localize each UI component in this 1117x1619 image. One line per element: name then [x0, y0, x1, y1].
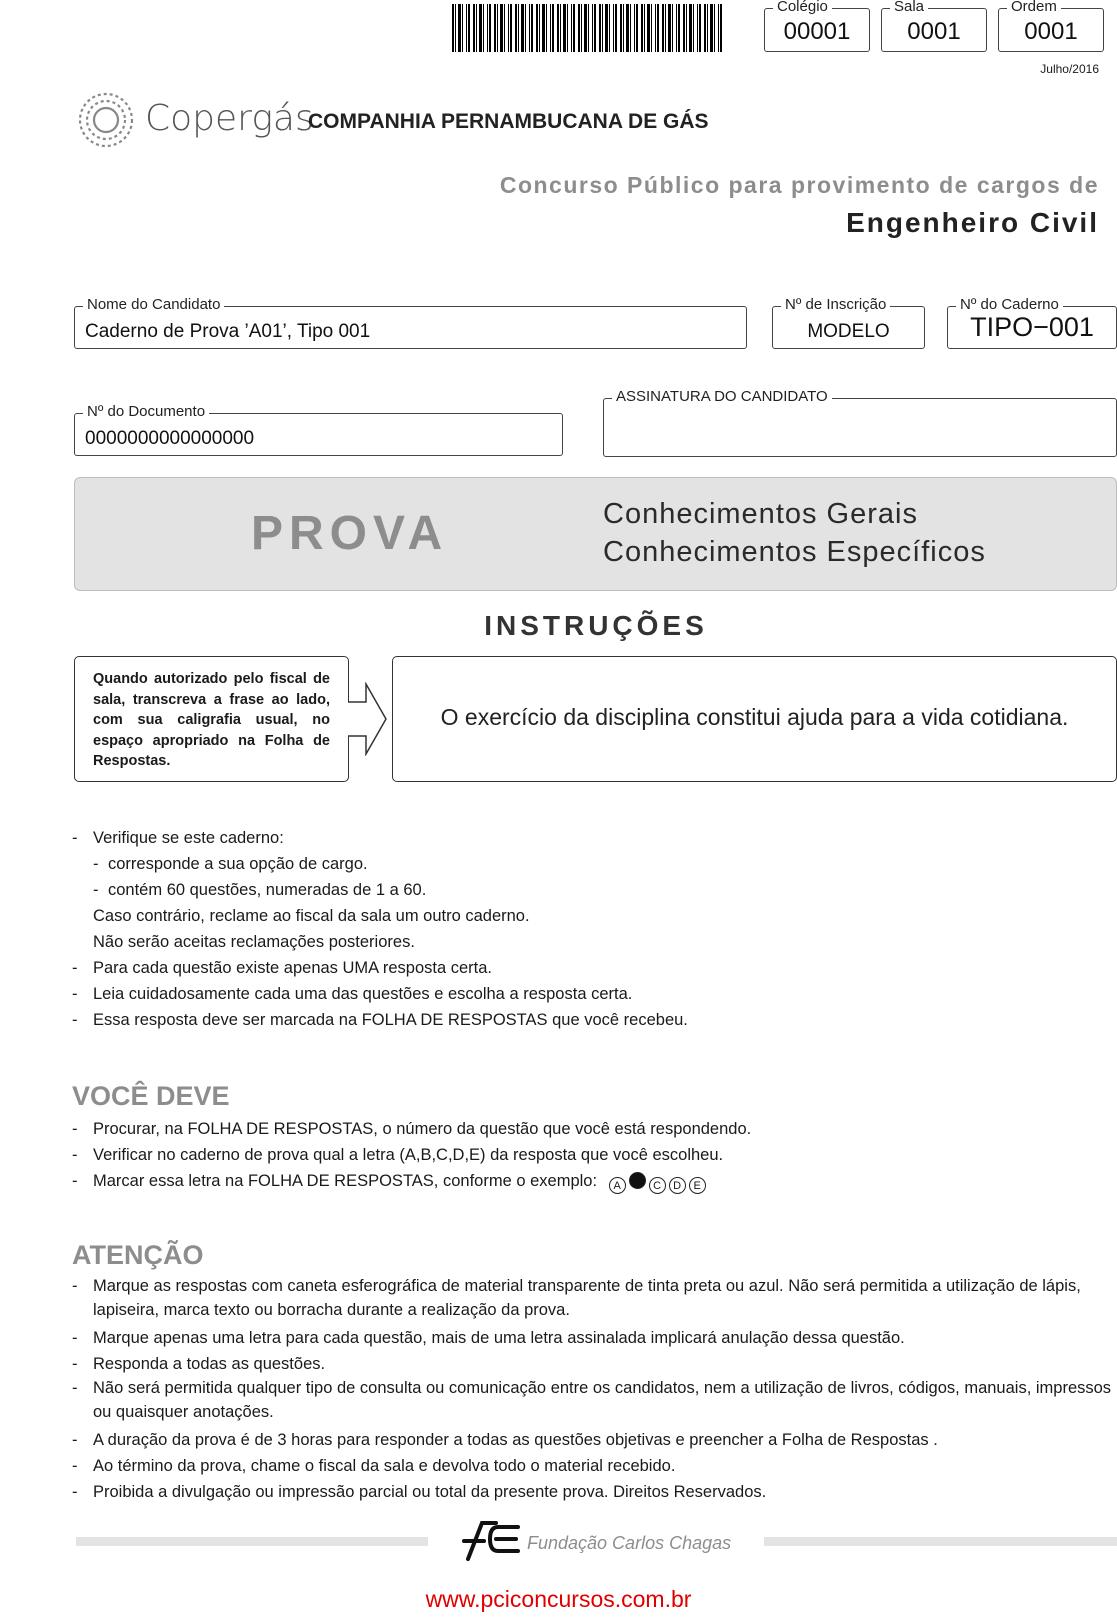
sala-value: 0001 [907, 18, 961, 45]
list-item: - Verificar no caderno de prova qual a letra (A,B,C,D,E) da resposta que você escolheu. [72, 1146, 724, 1164]
list-item: - Verifique se este caderno: [72, 829, 284, 847]
option-b-filled-circle [629, 1172, 646, 1189]
inscricao-value: MODELO [807, 321, 890, 342]
colegio-box [764, 0, 870, 52]
arrow-right-icon [348, 682, 388, 756]
assinatura-label: ASSINATURA DO CANDIDATO [612, 388, 832, 405]
list-item: - Procurar, na FOLHA DE RESPOSTAS, o número da questão que você está respondendo. [72, 1120, 752, 1138]
list-item: - Para cada questão existe apenas UMA resposta certa. [72, 959, 492, 977]
list-item: - Leia cuidadosamente cada uma das questões e escolha a resposta certa. [72, 985, 633, 1003]
sunburst-icon [76, 90, 136, 150]
exam-role: Engenheiro Civil [846, 207, 1099, 238]
footer-rule-right [764, 1537, 1117, 1546]
ordem-label: Ordem [1007, 0, 1061, 15]
barcode [452, 4, 724, 52]
prova-sub1: Conhecimentos Gerais [603, 498, 918, 530]
prova-panel [74, 477, 1117, 591]
transcribe-instruction-text: Quando autorizado pelo fiscal de sala, transcreva a frase ao lado, com sua caligrafia usual, no espaço apropriado na Folha de Respostas. [93, 671, 330, 769]
list-item: - Essa resposta deve ser marcada na FOLHA DE RESPOSTAS que você recebeu. [72, 1011, 688, 1029]
copergas-logo [76, 90, 136, 150]
list-item: - corresponde a sua opção de cargo. [93, 855, 368, 873]
option-e-circle: E [689, 1177, 706, 1194]
option-c-circle: C [649, 1177, 666, 1194]
transcribe-instruction-box [74, 656, 349, 782]
voce-deve-title: VOCÊ DEVE [72, 1081, 230, 1111]
footer-rule-left [76, 1537, 428, 1546]
ordem-value: 0001 [1024, 18, 1078, 45]
caderno-field [947, 296, 1117, 349]
list-item: - Marque as respostas com caneta esferográfica de material transparente de tinta preta ou azul. Não será permitida a utilização de lápis, lapiseira, marca texto ou borracha durante a realização da prova. [72, 1277, 1081, 1319]
sala-box [881, 0, 987, 52]
footer-url[interactable]: www.pciconcursos.com.br [425, 1586, 692, 1612]
list-item: - Não será permitida qualquer tipo de consulta ou comunicação entre os candidatos, nem a utilização de livros, códigos, manuais, impressos ou quaisquer anotações. [72, 1379, 1112, 1421]
answer-example [606, 1172, 706, 1190]
documento-label: Nº do Documento [83, 403, 209, 420]
list-item: - Responda a todas as questões. [72, 1355, 326, 1373]
list-item: Caso contrário, reclame ao fiscal da sala um outro caderno. [93, 907, 530, 925]
sala-label: Sala [890, 0, 928, 15]
company-name: COMPANHIA PERNAMBUCANA DE GÁS [308, 110, 709, 133]
list-item: Não serão aceitas reclamações posteriores. [93, 933, 415, 951]
phrase-text: O exercício da disciplina constitui ajuda para a vida cotidiana. [440, 704, 1069, 730]
footer-org: Fundação Carlos Chagas [527, 1533, 732, 1553]
list-item: - Marque apenas uma letra para cada questão, mais de uma letra assinalada implicará anulação dessa questão. [72, 1329, 905, 1347]
phrase-box [392, 656, 1117, 782]
option-d-circle: D [669, 1177, 686, 1194]
instrucoes-list [72, 825, 1112, 1033]
documento-value: 0000000000000000 [85, 428, 255, 449]
list-item: - A duração da prova é de 3 horas para responder a todas as questões objetivas e preencher a Folha de Respostas . [72, 1431, 938, 1449]
exam-date: Julho/2016 [1040, 62, 1099, 76]
colegio-label: Colégio [773, 0, 832, 15]
option-a-circle: A [609, 1177, 626, 1194]
caderno-value: TIPO−001 [970, 312, 1094, 342]
nome-label: Nome do Candidato [83, 296, 224, 313]
atencao-title: ATENÇÃO [72, 1240, 204, 1270]
ordem-box [998, 0, 1104, 52]
colegio-value: 00001 [783, 18, 851, 45]
fcc-logo-icon [462, 1519, 520, 1563]
exam-line1: Concurso Público para provimento de cargos de [499, 172, 1099, 198]
assinatura-field[interactable] [603, 388, 1117, 457]
caderno-label: Nº do Caderno [956, 296, 1063, 313]
list-item: - Proibida a divulgação ou impressão parcial ou total da presente prova. Direitos Reservados. [72, 1483, 767, 1501]
list-item: - Marcar essa letra na FOLHA DE RESPOSTAS, conforme o exemplo: A C D E [72, 1168, 1112, 1194]
voce-deve-list [72, 1116, 1112, 1194]
inscricao-field [772, 296, 925, 349]
atencao-list [72, 1275, 1112, 1505]
list-item: - Ao término da prova, chame o fiscal da sala e devolva todo o material recebido. [72, 1457, 676, 1475]
nome-value: Caderno de Prova ’A01’, Tipo 001 [85, 321, 371, 342]
list-item: - contém 60 questões, numeradas de 1 a 60. [93, 881, 427, 899]
prova-title: PROVA [251, 507, 449, 560]
inscricao-label: Nº de Inscrição [781, 296, 890, 313]
documento-field [74, 403, 563, 456]
instrucoes-title: INSTRUÇÕES [484, 610, 708, 641]
logo-text: Copergás [145, 98, 314, 139]
prova-sub2: Conhecimentos Específicos [603, 536, 986, 568]
nome-field [74, 296, 747, 349]
